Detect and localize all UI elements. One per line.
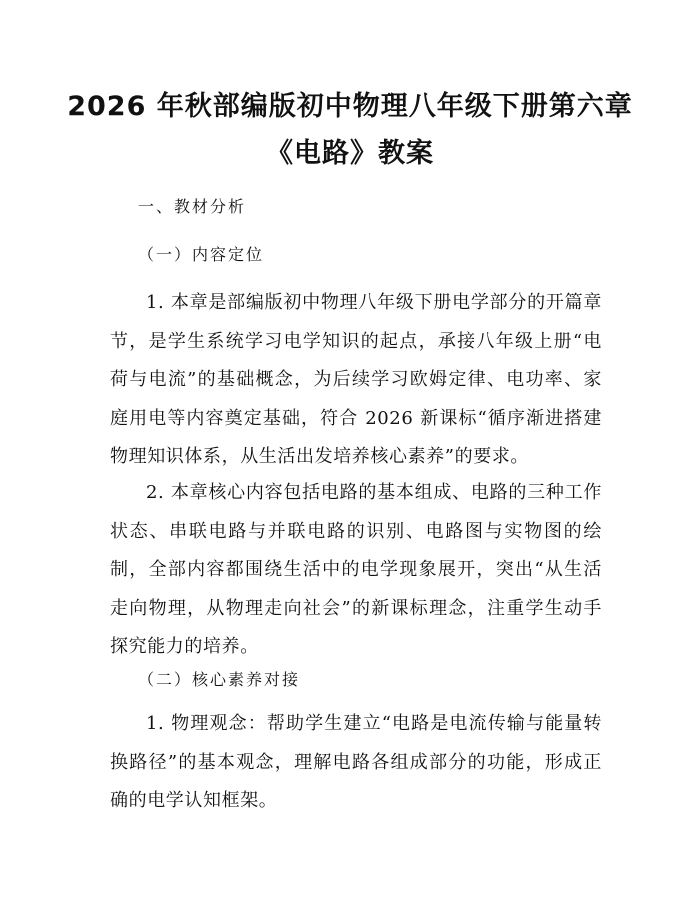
paragraph-physics-concept: 1. 物理观念：帮助学生建立“电路是电流传输与能量转换路径”的基本观念，理解电路各组成部分的功能，形成正确的电学认知框架。 bbox=[110, 713, 602, 811]
document-title-line-1: 2026 年秋部编版初中物理八年级下册第六章 bbox=[67, 91, 633, 122]
section-heading-teaching-material-analysis: 一、教材分析 bbox=[138, 197, 247, 216]
document-title-line-2: 《电路》教案 bbox=[266, 138, 434, 169]
paragraph-chapter-position: 1. 本章是部编版初中物理八年级下册电学部分的开篇章节，是学生系统学习电学知识的起点，承接八年级上册“电荷与电流”的基础概念，为后续学习欧姆定律、电功率、家庭用电等内容奠定基础，符合 2026 新课标“循序渐进搭建物理知识体系，从生活出发培养核心素养”的要求。 bbox=[110, 292, 602, 467]
subsection-heading-core-literacy: （二）核心素养对接 bbox=[138, 670, 301, 689]
paragraph-core-content: 2. 本章核心内容包括电路的基本组成、电路的三种工作状态、串联电路与并联电路的识别、电路图与实物图的绘制，全部内容都围绕生活中的电学现象展开，突出“从生活走向物理，从物理走向社会”的新课标理念，注重学生动手探究能力的培养。 bbox=[110, 482, 602, 657]
subsection-heading-content-positioning: （一）内容定位 bbox=[138, 245, 265, 264]
